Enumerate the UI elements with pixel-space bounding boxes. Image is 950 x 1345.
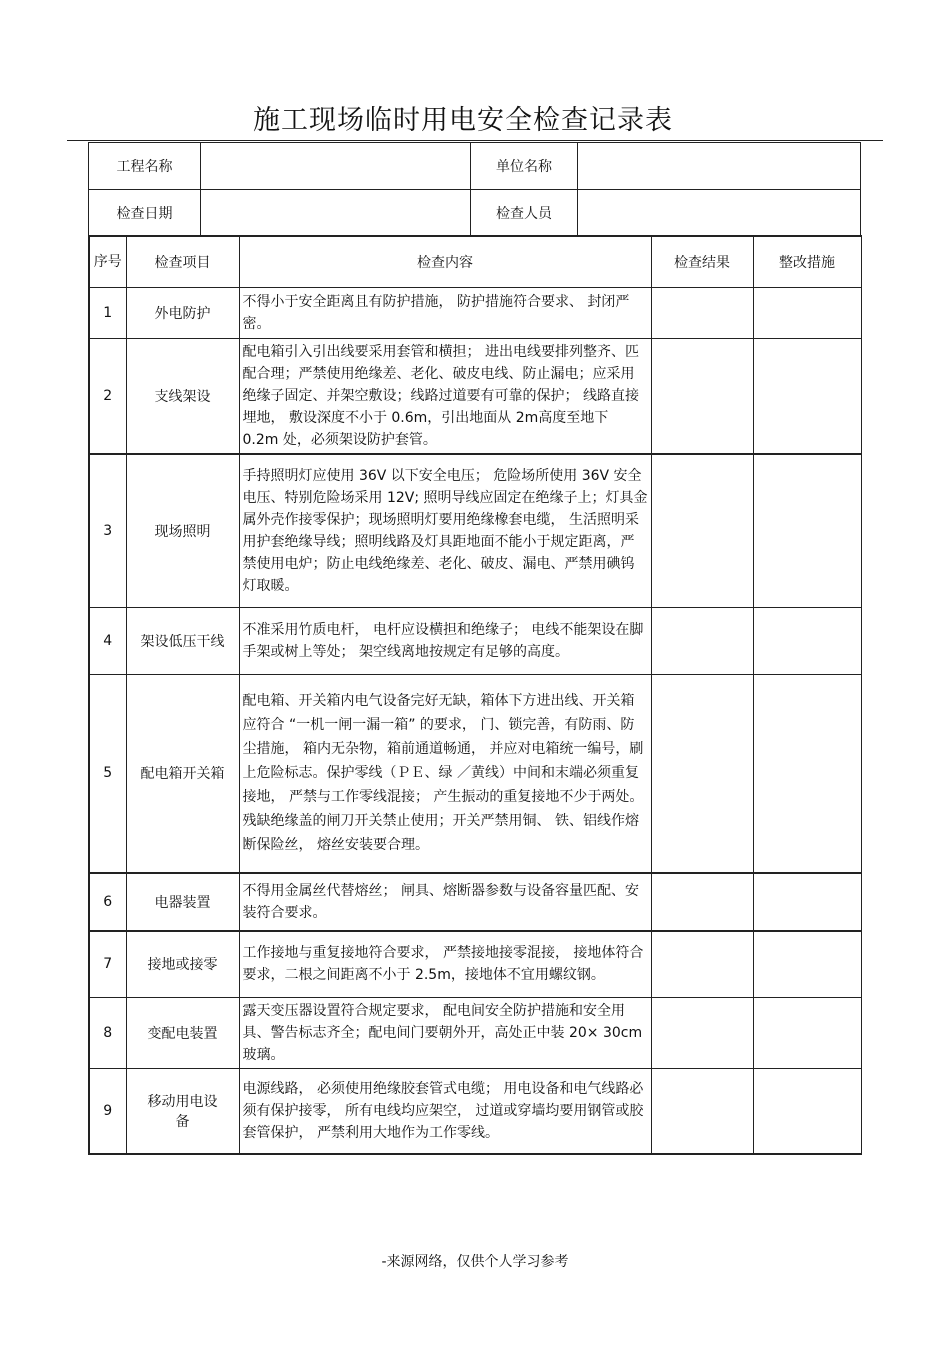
row-no: 8 [89,997,126,1068]
table-row [89,873,861,931]
row-result[interactable] [651,288,753,339]
row-result[interactable] [651,674,753,873]
source-footer: -来源网络，仅供个人学习参考 [381,1254,569,1270]
row-fix[interactable] [753,997,861,1068]
col-header-content: 检查内容 [239,236,651,288]
unit-name-field[interactable] [578,143,861,190]
row-fix[interactable] [753,607,861,674]
table-row [89,607,861,674]
col-header-no: 序号 [89,236,126,288]
row-content: 露天变压器设置符合规定要求， 配电间安全防护措施和安全用具、警告标志齐全；配电间门要朝外开，高处正中装 20× 30cm玻璃。 [239,997,651,1068]
row-result[interactable] [651,873,753,931]
row-content: 不准采用竹质电杆， 电杆应设横担和绝缘子； 电线不能架设在脚手架或树上等处； 架空线离地按规定有足够的高度。 [239,607,651,674]
project-name-field[interactable] [201,143,471,190]
row-fix[interactable] [753,674,861,873]
row-fix[interactable] [753,454,861,607]
inspection-table [88,235,862,1155]
table-row [89,674,861,873]
col-header-fix: 整改措施 [753,236,861,288]
row-no: 9 [89,1068,126,1154]
unit-name-label: 单位名称 [471,143,578,190]
row-content: 工作接地与重复接地符合要求， 严禁接地接零混接， 接地体符合要求，二根之间距离不小于 2.5m，接地体不宜用螺纹钢。 [239,931,651,997]
row-item: 移动用电设备 [126,1068,239,1154]
row-item: 变配电装置 [126,997,239,1068]
row-item: 架设低压干线 [126,607,239,674]
row-item: 现场照明 [126,454,239,607]
title-rule [67,140,883,141]
row-result[interactable] [651,339,753,455]
row-fix[interactable] [753,339,861,455]
page-title: 施工现场临时用电安全检查记录表 [253,105,673,136]
row-result[interactable] [651,454,753,607]
row-result[interactable] [651,997,753,1068]
row-no: 7 [89,931,126,997]
row-content: 不得用金属丝代替熔丝； 闸具、熔断器参数与设备容量匹配、安装符合要求。 [239,873,651,931]
row-result[interactable] [651,931,753,997]
row-no: 6 [89,873,126,931]
table-row [89,339,861,455]
row-result[interactable] [651,607,753,674]
row-item: 接地或接零 [126,931,239,997]
inspection-date-label: 检查日期 [89,190,201,237]
table-row [89,931,861,997]
header-table [88,142,861,237]
row-content: 配电箱、开关箱内电气设备完好无缺，箱体下方进出线、开关箱应符合 “一机一闸一漏一箱” 的要求， 门、锁完善，有防雨、防尘措施， 箱内无杂物，箱前通道畅通， 并应对电箱统一编号，刷上危险标志。保护零线（ＰＥ、绿 ／黄线）中间和末端必须重复接地， 严禁与工作零线混接； 产生振动的重复接地不少于两处。 残缺绝缘盖的闸刀开关禁止使用；开关严禁用铜、 铁、铝线作熔断保险丝， 熔丝安装要合理。 [239,674,651,873]
inspector-field[interactable] [578,190,861,237]
table-row [89,997,861,1068]
row-fix[interactable] [753,873,861,931]
row-fix[interactable] [753,931,861,997]
row-content: 手持照明灯应使用 36V 以下安全电压； 危险场所使用 36V 安全电压、特别危险场采用 12V; 照明导线应固定在绝缘子上；灯具金属外壳作接零保护；现场照明灯要用绝缘橡套电缆， 生活照明采用护套绝缘导线；照明线路及灯具距地面不能小于规定距离，严禁使用电炉；防止电线绝缘差、老化、破皮、漏电、严禁用碘钨灯取暖。 [239,454,651,607]
row-item: 电器装置 [126,873,239,931]
inspection-date-field[interactable] [201,190,471,237]
row-item: 外电防护 [126,288,239,339]
row-content: 不得小于安全距离且有防护措施， 防护措施符合要求、 封闭严密。 [239,288,651,339]
inspector-label: 检查人员 [471,190,578,237]
row-item: 支线架设 [126,339,239,455]
table-row [89,1068,861,1154]
row-no: 4 [89,607,126,674]
row-no: 3 [89,454,126,607]
project-name-label: 工程名称 [89,143,201,190]
table-row [89,454,861,607]
row-fix[interactable] [753,288,861,339]
row-no: 5 [89,674,126,873]
col-header-item: 检查项目 [126,236,239,288]
row-result[interactable] [651,1068,753,1154]
row-content: 配电箱引入引出线要采用套管和横担； 进出电线要排列整齐、匹配合理；严禁使用绝缘差、老化、破皮电线、防止漏电；应采用绝缘子固定、并架空敷设；线路过道要有可靠的保护； 线路直接埋地， 敷设深度不小于 0.6m，引出地面从 2m高度至地下 0.2m 处，必须架设防护套管。 [239,339,651,455]
table-row [89,288,861,339]
row-item: 配电箱开关箱 [126,674,239,873]
row-content: 电源线路， 必须使用绝缘胶套管式电缆； 用电设备和电气线路必须有保护接零， 所有电线均应架空， 过道或穿墙均要用钢管或胶套管保护， 严禁利用大地作为工作零线。 [239,1068,651,1154]
row-no: 2 [89,339,126,455]
row-no: 1 [89,288,126,339]
col-header-result: 检查结果 [651,236,753,288]
row-fix[interactable] [753,1068,861,1154]
